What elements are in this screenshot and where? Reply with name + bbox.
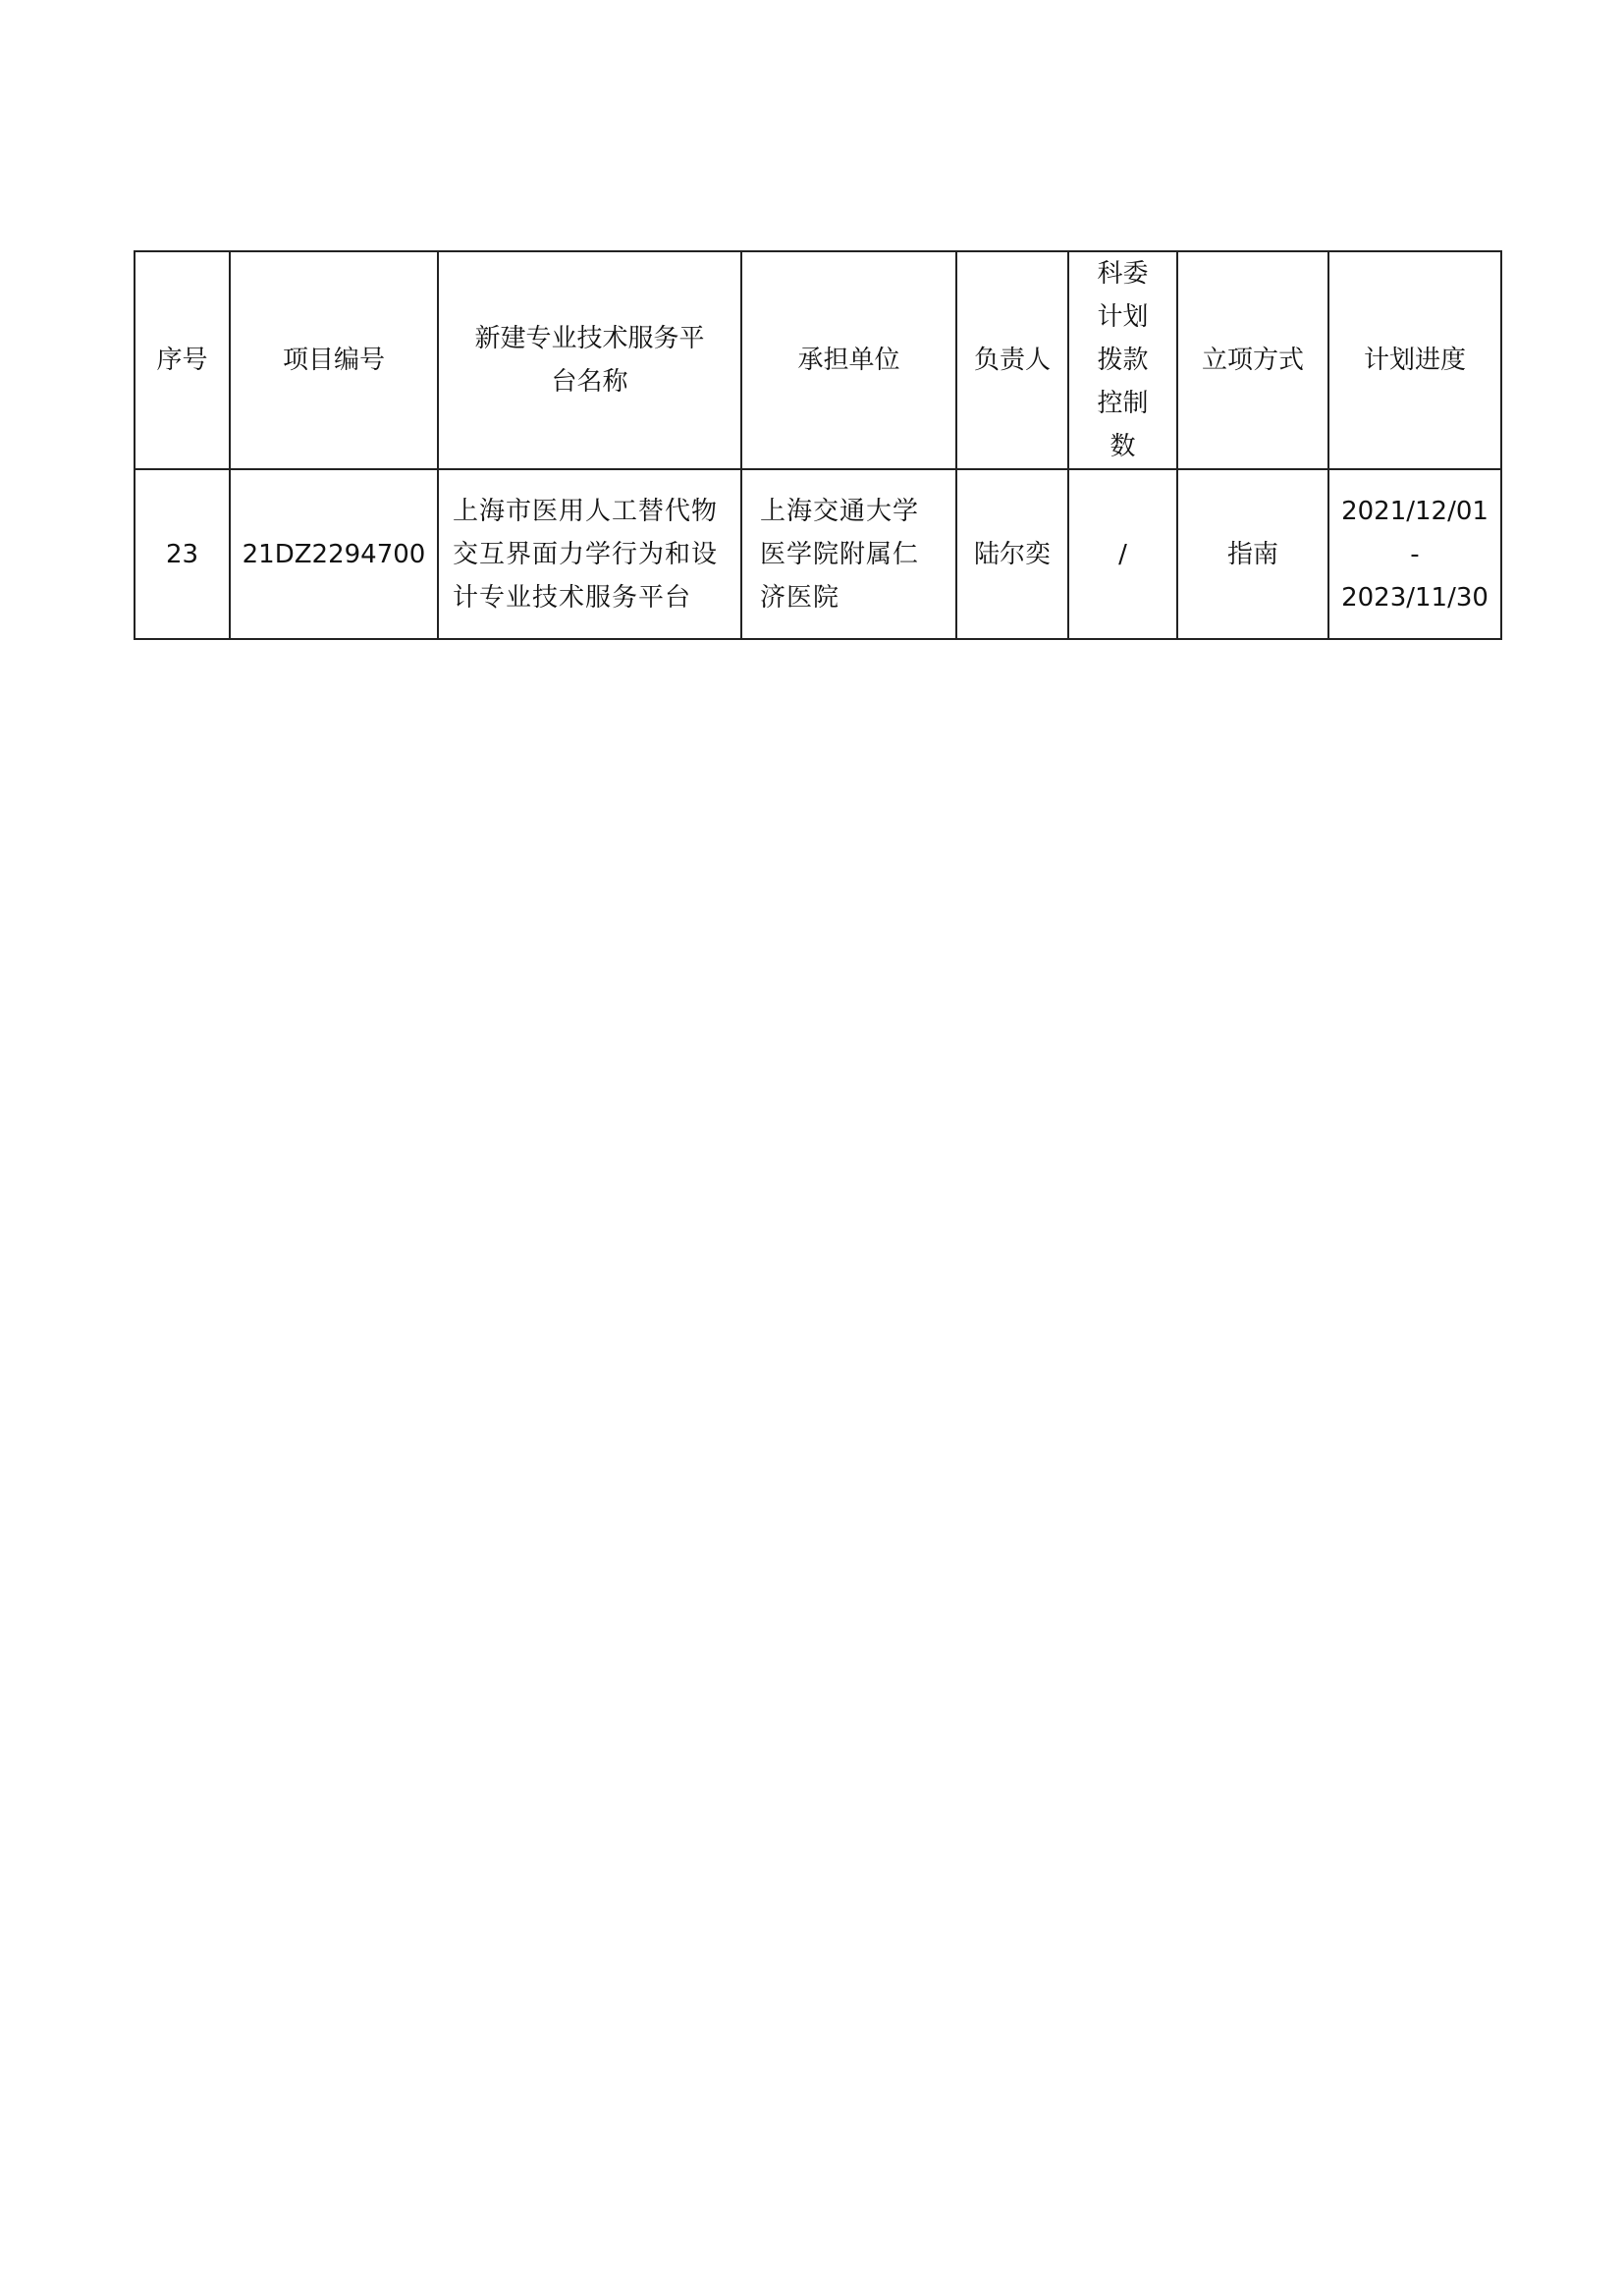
cell-allocation: / <box>1068 469 1177 639</box>
header-platform-name-text: 新建专业技术服务平台名称 <box>474 324 705 397</box>
schedule-end: 2023/11/30 <box>1341 582 1489 613</box>
project-table <box>134 250 1502 640</box>
table-row <box>135 469 1501 639</box>
cell-seq: 23 <box>135 469 230 639</box>
schedule-separator: - <box>1410 539 1420 569</box>
cell-leader: 陆尔奕 <box>956 469 1068 639</box>
cell-platform-name-text: 上海市医用人工替代物交互界面力学行为和设计专业技术服务平台 <box>453 496 719 613</box>
cell-schedule <box>1328 469 1501 639</box>
header-allocation-text: 科委计划拨款控制数 <box>1097 259 1149 461</box>
cell-unit-text: 上海交通大学医学院附属仁济医院 <box>760 496 920 613</box>
cell-project-no: 21DZ2294700 <box>230 469 438 639</box>
schedule-start: 2021/12/01 <box>1341 496 1489 526</box>
cell-unit <box>741 469 956 639</box>
header-schedule: 计划进度 <box>1328 251 1501 469</box>
header-leader: 负责人 <box>956 251 1068 469</box>
header-allocation <box>1068 251 1177 469</box>
cell-platform-name <box>438 469 741 639</box>
header-seq: 序号 <box>135 251 230 469</box>
header-platform-name <box>438 251 741 469</box>
header-project-no: 项目编号 <box>230 251 438 469</box>
table-header-row <box>135 251 1501 469</box>
cell-approval-method: 指南 <box>1177 469 1328 639</box>
header-approval-method: 立项方式 <box>1177 251 1328 469</box>
header-unit: 承担单位 <box>741 251 956 469</box>
